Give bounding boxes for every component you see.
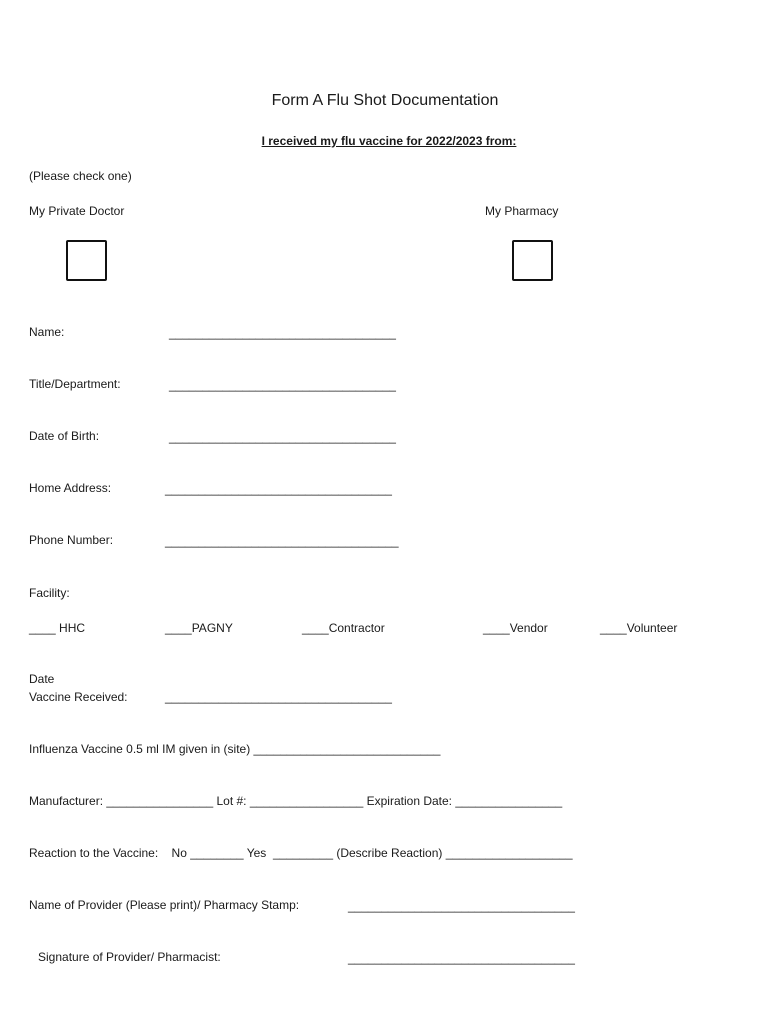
date-of-birth-field[interactable]: __________________________________	[169, 430, 396, 444]
check-instruction: (Please check one)	[29, 169, 132, 183]
manufacturer-lot-expiration-line[interactable]: Manufacturer: ________________ Lot #: _________________ Expiration Date: ________________	[29, 794, 563, 808]
form-subtitle: I received my flu vaccine for 2022/2023 from:	[261, 134, 517, 148]
facility-pagny-option[interactable]: ____PAGNY	[165, 621, 233, 635]
option-pharmacy-label: My Pharmacy	[485, 204, 559, 218]
provider-name-field[interactable]: __________________________________	[348, 899, 575, 913]
signature-label: Signature of Provider/ Pharmacist:	[38, 950, 221, 964]
option-doctor-label: My Private Doctor	[29, 204, 125, 218]
facility-hhc-option[interactable]: ____ HHC	[29, 621, 86, 635]
pharmacy-checkbox[interactable]	[512, 240, 553, 281]
home-address-label: Home Address:	[29, 481, 112, 495]
facility-volunteer-option[interactable]: ____Volunteer	[600, 621, 678, 635]
phone-number-field[interactable]: ___________________________________	[165, 534, 399, 548]
signature-field[interactable]: __________________________________	[348, 951, 575, 965]
phone-number-label: Phone Number:	[29, 533, 114, 547]
form-title: Form A Flu Shot Documentation	[271, 92, 499, 109]
facility-vendor-option[interactable]: ____Vendor	[483, 621, 548, 635]
home-address-field[interactable]: __________________________________	[165, 482, 392, 496]
name-field[interactable]: __________________________________	[169, 326, 396, 340]
private-doctor-checkbox[interactable]	[66, 240, 107, 281]
title-department-field[interactable]: __________________________________	[169, 378, 396, 392]
date-of-birth-label: Date of Birth:	[29, 429, 100, 443]
facility-contractor-option[interactable]: ____Contractor	[302, 621, 385, 635]
reaction-line[interactable]: Reaction to the Vaccine: No ________ Yes _________ (Describe Reaction) ___________________	[29, 846, 573, 860]
date-vaccine-received-field[interactable]: __________________________________	[165, 690, 392, 704]
facility-label: Facility:	[29, 586, 70, 600]
name-label: Name:	[29, 325, 65, 339]
title-department-label: Title/Department:	[29, 377, 121, 391]
date-vaccine-label-line1: Date	[29, 672, 55, 686]
provider-name-label: Name of Provider (Please print)/ Pharmacy Stamp:	[29, 898, 300, 912]
date-vaccine-label-line2: Vaccine Received:	[29, 690, 128, 704]
vaccine-site-line[interactable]: Influenza Vaccine 0.5 ml IM given in (site) ____________________________	[29, 742, 441, 756]
